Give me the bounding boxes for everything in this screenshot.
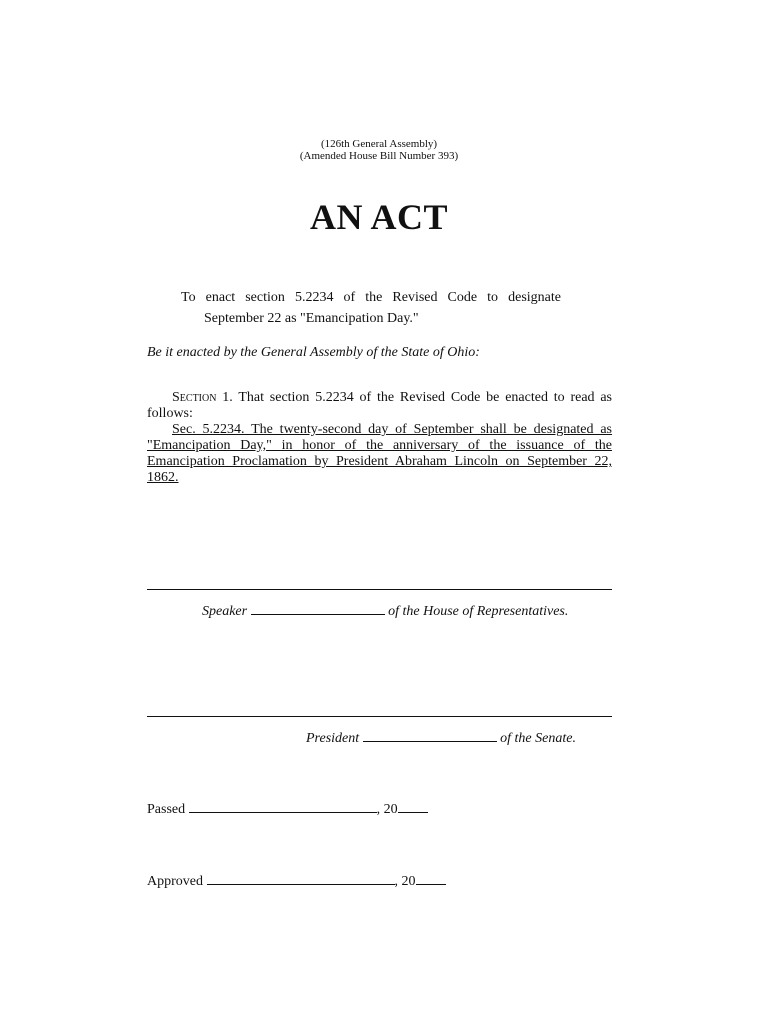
speaker-caption (202, 602, 568, 620)
enacting-clause: Be it enacted by the General Assembly of the State of Ohio: (147, 345, 480, 360)
approved-year-prefix: , 20 (394, 874, 416, 889)
passed-label: Passed (147, 802, 186, 817)
speaker-signature-line (147, 589, 612, 590)
passed-year-prefix: , 20 (376, 802, 398, 817)
purpose-line-1: To enact section 5.2234 of the Revised Code to designate (181, 290, 561, 305)
bill-number-line: (Amended House Bill Number 393) (299, 150, 459, 162)
purpose-line-2: September 22 as "Emancipation Day." (204, 311, 419, 326)
section-label: Section 1. (172, 390, 233, 405)
bill-header (0, 138, 758, 162)
president-caption (306, 729, 576, 747)
section-enacted-text: Sec. 5.2234. The twenty-second day of September shall be designated as "Emancipation Day," in honor of the anniversary of the issuance of the Emancipation Proclamation by President Abraham Lincoln on September 22, 1862. (147, 422, 612, 485)
speaker-label: Speaker (202, 604, 248, 619)
general-assembly-line: (126th General Assembly) (320, 138, 438, 150)
passed-date-blank (189, 800, 377, 813)
speaker-suffix: of the House of Representatives. (388, 604, 569, 619)
president-label: President (306, 731, 360, 746)
approved-label: Approved (147, 874, 203, 889)
section-1 (147, 390, 612, 486)
approved-date-row (147, 872, 446, 890)
section-intro (147, 390, 612, 422)
speaker-name-blank (251, 602, 385, 615)
president-signature-line (147, 716, 612, 717)
approved-year-blank (416, 872, 446, 885)
passed-year-blank (398, 800, 428, 813)
section-intro-text: That section 5.2234 of the Revised Code be enacted to read as follows: (147, 390, 612, 421)
approved-date-blank (207, 872, 395, 885)
president-name-blank (363, 729, 497, 742)
act-purpose (181, 287, 561, 329)
act-title: AN ACT (309, 197, 449, 237)
passed-date-row (147, 800, 428, 818)
president-suffix: of the Senate. (500, 731, 576, 746)
